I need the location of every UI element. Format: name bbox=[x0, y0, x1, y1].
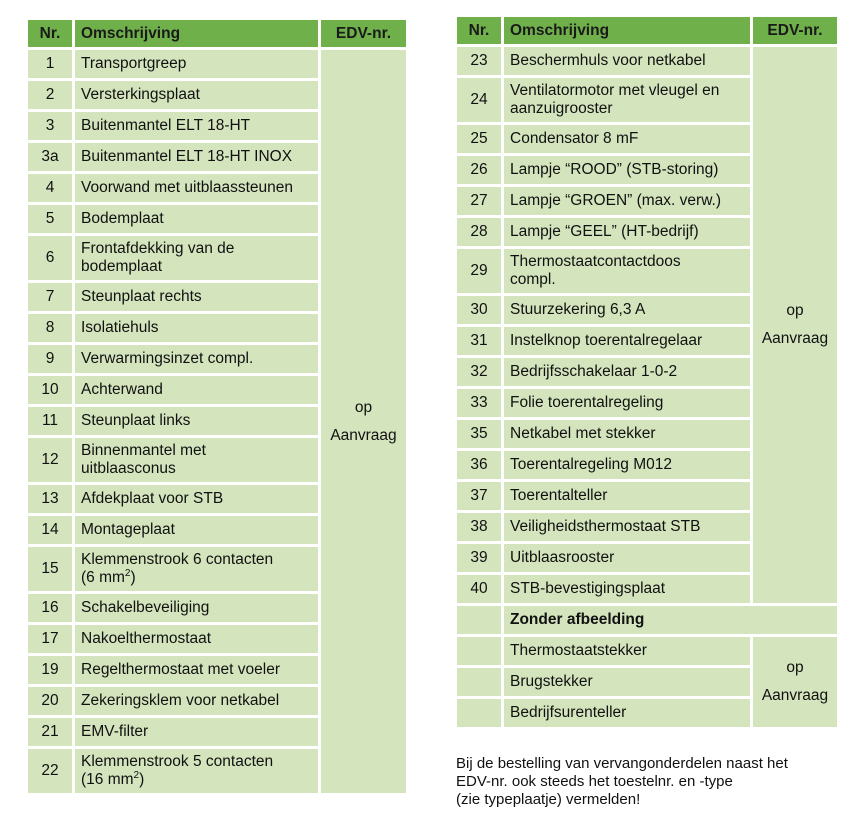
nr-cell: 1 bbox=[28, 50, 72, 78]
nr-cell: 28 bbox=[457, 218, 501, 246]
description-text: Condensator 8 mF bbox=[510, 130, 639, 147]
description-text: STB-bevestigingsplaat bbox=[510, 580, 666, 597]
description-cell bbox=[504, 187, 750, 215]
table-body bbox=[28, 50, 406, 793]
description-text: Achterwand bbox=[81, 381, 163, 398]
description-cell bbox=[75, 345, 318, 373]
nr-cell: 6 bbox=[28, 236, 72, 280]
nr-cell: 4 bbox=[28, 174, 72, 202]
description-text: Klemmenstrook 6 contacten bbox=[81, 551, 274, 568]
nr-cell: 39 bbox=[457, 544, 501, 572]
description-cell bbox=[504, 78, 750, 122]
description-text: Lampje “GEEL” (HT-bedrijf) bbox=[510, 223, 699, 240]
description-text: Ventilatormotor met vleugel en bbox=[510, 82, 720, 99]
nr-cell: 21 bbox=[28, 718, 72, 746]
description-text: Steunplaat links bbox=[81, 412, 191, 429]
description-text: Instelknop toerentalregelaar bbox=[510, 332, 703, 349]
nr-cell: 38 bbox=[457, 513, 501, 541]
description-cell bbox=[504, 296, 750, 324]
nr-cell: 27 bbox=[457, 187, 501, 215]
description-cell bbox=[75, 314, 318, 342]
table-body bbox=[457, 47, 837, 727]
table-row bbox=[28, 50, 406, 78]
description-text: Schakelbeveiliging bbox=[81, 599, 210, 616]
empty-cell bbox=[457, 699, 501, 727]
nr-cell: 36 bbox=[457, 451, 501, 479]
header-edv: EDV-nr. bbox=[753, 17, 837, 44]
description-cell: Thermostaatstekker bbox=[504, 637, 750, 665]
description-cell bbox=[75, 283, 318, 311]
superscript: 2 bbox=[124, 567, 131, 579]
nr-cell: 35 bbox=[457, 420, 501, 448]
section-row bbox=[457, 606, 837, 634]
nr-cell: 32 bbox=[457, 358, 501, 386]
description-cell bbox=[75, 376, 318, 404]
table-row bbox=[457, 47, 837, 75]
edv-text: op bbox=[354, 398, 373, 416]
description-cell bbox=[75, 625, 318, 653]
edv-text: Aanvraag bbox=[761, 687, 829, 704]
description-cell bbox=[504, 47, 750, 75]
description-cell bbox=[75, 205, 318, 233]
description-text-line2: aanzuigrooster bbox=[510, 100, 613, 117]
description-cell: Brugstekker bbox=[504, 668, 750, 696]
nr-cell: 14 bbox=[28, 516, 72, 544]
description-cell bbox=[75, 656, 318, 684]
description-cell bbox=[75, 718, 318, 746]
description-cell bbox=[504, 482, 750, 510]
description-text: Veiligheidsthermostaat STB bbox=[510, 518, 701, 535]
description-text: Folie toerentalregeling bbox=[510, 394, 664, 411]
nr-cell: 3 bbox=[28, 112, 72, 140]
description-cell bbox=[75, 81, 318, 109]
description-cell bbox=[504, 125, 750, 153]
header-description: Omschrijving bbox=[75, 20, 318, 47]
nr-cell: 31 bbox=[457, 327, 501, 355]
description-cell: Bedrijfsurenteller bbox=[504, 699, 750, 727]
description-cell bbox=[504, 249, 750, 293]
description-cell bbox=[504, 389, 750, 417]
edv-cell bbox=[753, 637, 837, 727]
description-text-end: ) bbox=[130, 569, 136, 586]
description-text: Transportgreep bbox=[81, 55, 187, 72]
superscript: 2 bbox=[133, 769, 140, 781]
description-text: Zekeringsklem voor netkabel bbox=[81, 692, 280, 709]
description-text: Buitenmantel ELT 18-HT bbox=[81, 117, 251, 134]
description-text: Stuurzekering 6,3 A bbox=[510, 301, 646, 318]
description-cell bbox=[504, 544, 750, 572]
description-cell bbox=[504, 575, 750, 603]
nr-cell: 10 bbox=[28, 376, 72, 404]
description-text: Lampje “ROOD” (STB-storing) bbox=[510, 161, 719, 178]
nr-cell: 22 bbox=[28, 749, 72, 793]
edv-text: op bbox=[786, 302, 804, 319]
description-text: Lampje “GROEN” (max. verw.) bbox=[510, 192, 722, 209]
ordering-note bbox=[456, 755, 846, 809]
description-text: Buitenmantel ELT 18-HT INOX bbox=[81, 148, 293, 165]
description-cell bbox=[75, 485, 318, 513]
description-cell bbox=[75, 594, 318, 622]
description-text: Bodemplaat bbox=[81, 210, 164, 227]
description-text: Klemmenstrook 5 contacten bbox=[81, 753, 274, 770]
description-cell bbox=[75, 687, 318, 715]
nr-cell: 17 bbox=[28, 625, 72, 653]
description-text: Uitblaasrooster bbox=[510, 549, 615, 566]
edv-cell bbox=[321, 50, 406, 793]
nr-cell: 12 bbox=[28, 438, 72, 482]
nr-cell: 24 bbox=[457, 78, 501, 122]
description-text-line2: (16 mm bbox=[81, 771, 134, 788]
nr-cell: 19 bbox=[28, 656, 72, 684]
description-cell bbox=[75, 516, 318, 544]
header-nr: Nr. bbox=[457, 17, 501, 44]
description-text: Nakoelthermostaat bbox=[81, 630, 212, 647]
edv-text: Aanvraag bbox=[761, 330, 829, 347]
description-cell bbox=[504, 156, 750, 184]
description-text: EMV-filter bbox=[81, 723, 149, 740]
nr-cell: 11 bbox=[28, 407, 72, 435]
description-text: Frontafdekking van de bbox=[81, 240, 235, 257]
nr-cell: 13 bbox=[28, 485, 72, 513]
description-cell bbox=[75, 174, 318, 202]
description-cell bbox=[504, 327, 750, 355]
nr-cell: 8 bbox=[28, 314, 72, 342]
description-text: Thermostaatcontactdoos bbox=[510, 253, 681, 270]
description-text: Toerentalteller bbox=[510, 487, 608, 504]
description-cell bbox=[75, 236, 318, 280]
table-row bbox=[457, 637, 837, 665]
empty-cell bbox=[457, 606, 501, 634]
description-text: Toerentalregeling M012 bbox=[510, 456, 672, 473]
description-cell bbox=[75, 407, 318, 435]
description-text: Montageplaat bbox=[81, 521, 175, 538]
edv-text: op bbox=[786, 659, 804, 676]
description-text: Bedrijfsschakelaar 1-0-2 bbox=[510, 363, 678, 380]
edv-text: Aanvraag bbox=[330, 426, 397, 444]
nr-cell: 15 bbox=[28, 547, 72, 591]
nr-cell: 20 bbox=[28, 687, 72, 715]
table-header bbox=[457, 17, 837, 44]
description-cell bbox=[504, 420, 750, 448]
description-cell bbox=[75, 112, 318, 140]
nr-cell: 16 bbox=[28, 594, 72, 622]
description-text: Afdekplaat voor STB bbox=[81, 490, 224, 507]
nr-cell: 7 bbox=[28, 283, 72, 311]
nr-cell: 3a bbox=[28, 143, 72, 171]
section-title: Zonder afbeelding bbox=[504, 606, 837, 634]
description-cell bbox=[504, 451, 750, 479]
description-text: Regelthermostaat met voeler bbox=[81, 661, 281, 678]
description-text: Verwarmingsinzet compl. bbox=[81, 350, 254, 367]
description-text: Steunplaat rechts bbox=[81, 288, 202, 305]
nr-cell: 33 bbox=[457, 389, 501, 417]
parts-table-left bbox=[25, 17, 409, 796]
nr-cell: 2 bbox=[28, 81, 72, 109]
edv-cell bbox=[753, 47, 837, 603]
header-description: Omschrijving bbox=[504, 17, 750, 44]
description-text-end: ) bbox=[139, 771, 145, 788]
empty-cell bbox=[457, 668, 501, 696]
description-cell bbox=[504, 358, 750, 386]
note-line: EDV-nr. ook steeds het toestelnr. en -type bbox=[456, 773, 733, 790]
description-text: Beschermhuls voor netkabel bbox=[510, 52, 706, 69]
description-cell bbox=[75, 143, 318, 171]
note-line: (zie typeplaatje) vermelden! bbox=[456, 791, 641, 808]
description-text: Voorwand met uitblaassteunen bbox=[81, 179, 293, 196]
description-text: Versterkingsplaat bbox=[81, 86, 200, 103]
nr-cell: 25 bbox=[457, 125, 501, 153]
nr-cell: 37 bbox=[457, 482, 501, 510]
description-text-line2: bodemplaat bbox=[81, 258, 163, 275]
description-text: Netkabel met stekker bbox=[510, 425, 656, 442]
nr-cell: 9 bbox=[28, 345, 72, 373]
parts-table-right bbox=[454, 14, 840, 730]
empty-cell bbox=[457, 637, 501, 665]
nr-cell: 29 bbox=[457, 249, 501, 293]
note-line: Bij de bestelling van vervangonderdelen naast het bbox=[456, 755, 788, 772]
description-cell bbox=[504, 513, 750, 541]
description-text-line2: compl. bbox=[510, 271, 556, 288]
description-cell bbox=[75, 547, 318, 591]
nr-cell: 23 bbox=[457, 47, 501, 75]
header-edv: EDV-nr. bbox=[321, 20, 406, 47]
nr-cell: 30 bbox=[457, 296, 501, 324]
nr-cell: 26 bbox=[457, 156, 501, 184]
nr-cell: 5 bbox=[28, 205, 72, 233]
description-text-line2: (6 mm bbox=[81, 569, 125, 586]
description-text: Binnenmantel met bbox=[81, 442, 206, 459]
table-header bbox=[28, 20, 406, 47]
description-text-line2: uitblaasconus bbox=[81, 460, 176, 477]
description-cell bbox=[75, 749, 318, 793]
description-cell bbox=[504, 218, 750, 246]
description-cell bbox=[75, 438, 318, 482]
header-nr: Nr. bbox=[28, 20, 72, 47]
description-cell bbox=[75, 50, 318, 78]
description-text: Isolatiehuls bbox=[81, 319, 159, 336]
nr-cell: 40 bbox=[457, 575, 501, 603]
